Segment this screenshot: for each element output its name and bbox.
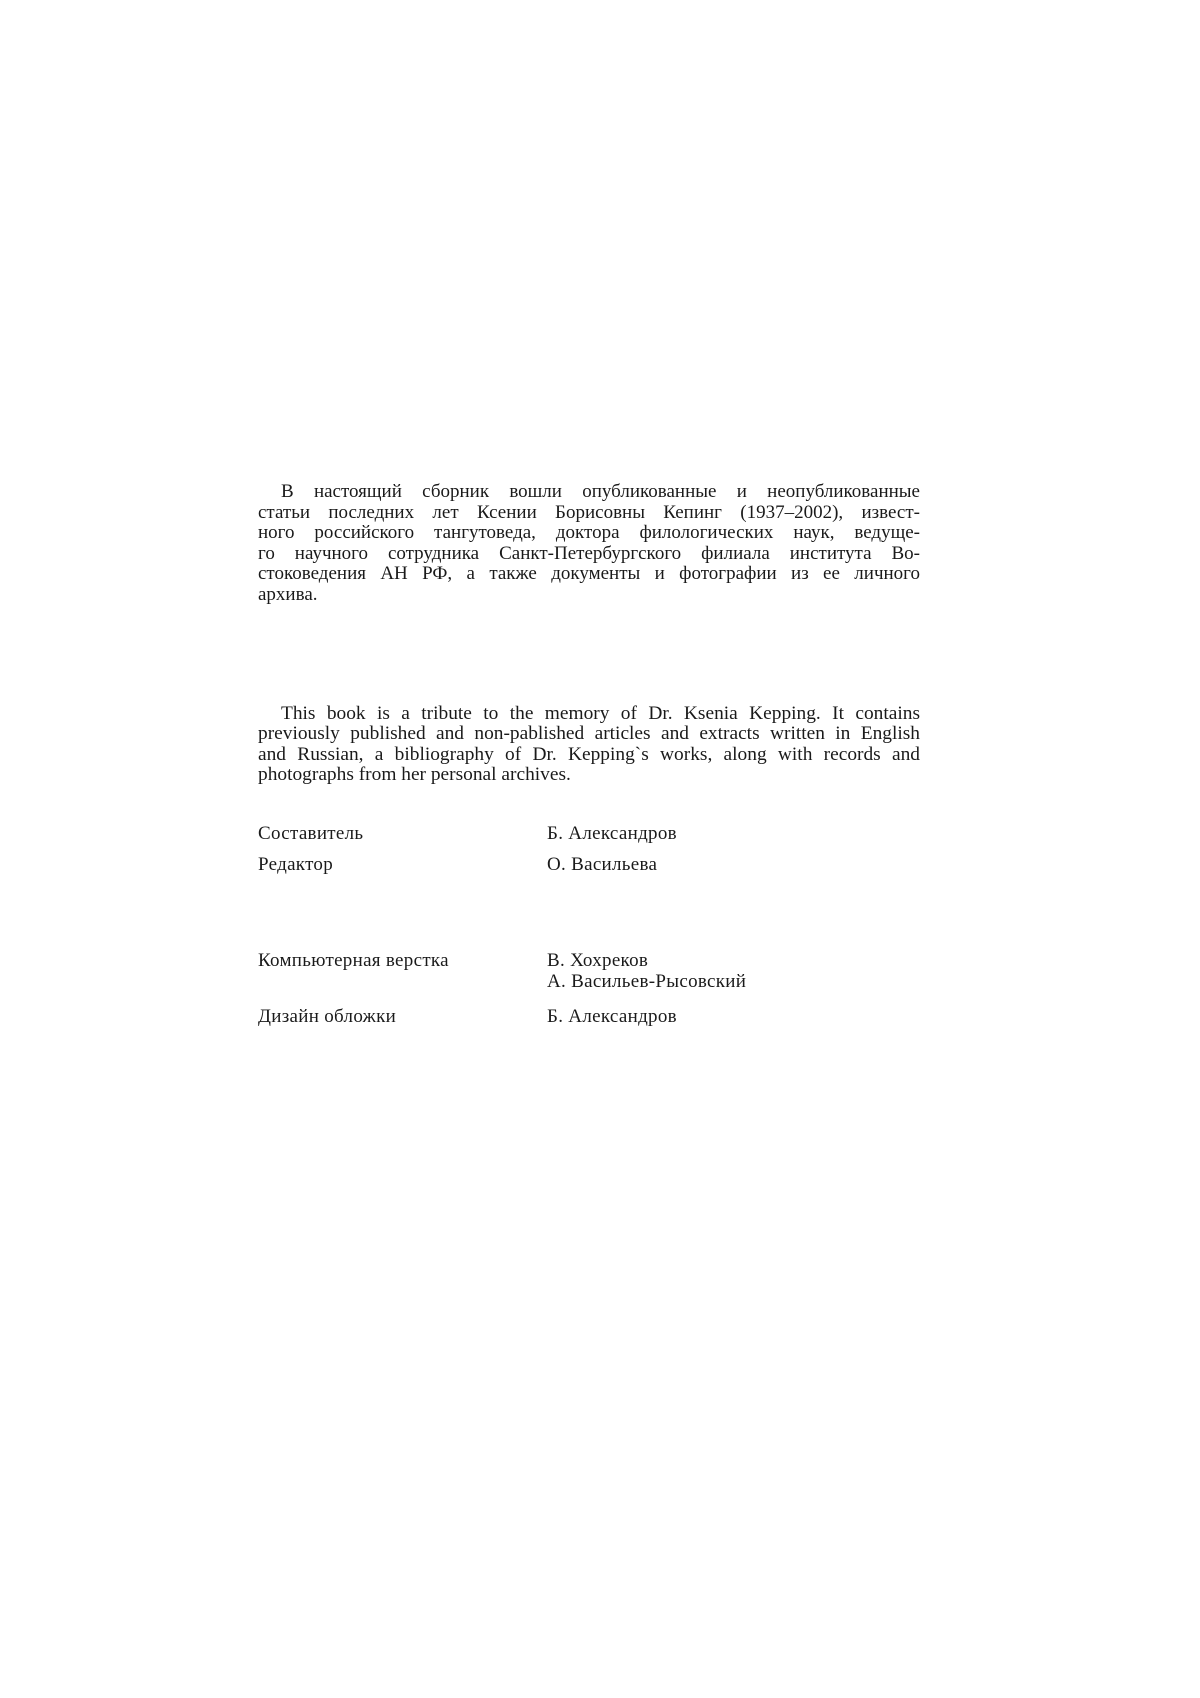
- credit-names: [547, 824, 677, 845]
- credit-role: Редактор: [258, 854, 334, 875]
- credit-role: Компьютерная верстка: [258, 950, 449, 971]
- annotation-line: го научного сотрудника Санкт-Петербургского филиала института Во-: [258, 542, 920, 564]
- credit-name: Б. Александров: [547, 1006, 677, 1027]
- credit-names: [547, 855, 657, 876]
- annotation-line: photographs from her personal archives.: [258, 764, 571, 786]
- annotation-line: ного российского тангутоведа, доктора филологических наук, ведуще-: [258, 522, 920, 544]
- credit-name: А. Васильев-Рысовский: [547, 970, 747, 992]
- annotation-line: В настоящий сборник вошли опубликованные и неопубликованные: [281, 481, 920, 502]
- english-annotation-paragraph: [258, 704, 920, 786]
- credit-role: Составитель: [258, 823, 364, 844]
- annotation-line: стоковедения АН РФ, а также документы и фотографии из ее личного: [258, 563, 920, 585]
- credit-name: О. Васильева: [547, 854, 658, 875]
- annotation-line: previously published and non-pablished articles and extracts written in English: [258, 723, 920, 745]
- annotation-line: and Russian, a bibliography of Dr. Kepping`s works, along with records and: [258, 743, 920, 765]
- credit-name: Б. Александров: [547, 823, 677, 844]
- credit-name: В. Хохреков: [547, 950, 649, 971]
- annotation-line: архива.: [258, 583, 318, 605]
- credit-role: Дизайн обложки: [258, 1006, 397, 1027]
- annotation-line: статьи последних лет Ксении Борисовны Кепинг (1937–2002), извест-: [258, 501, 920, 523]
- credit-names: [547, 951, 746, 992]
- credit-names: [547, 1007, 677, 1028]
- russian-annotation-paragraph: [258, 482, 920, 606]
- annotation-line: This book is a tribute to the memory of Dr. Ksenia Kepping. It contains: [281, 703, 920, 724]
